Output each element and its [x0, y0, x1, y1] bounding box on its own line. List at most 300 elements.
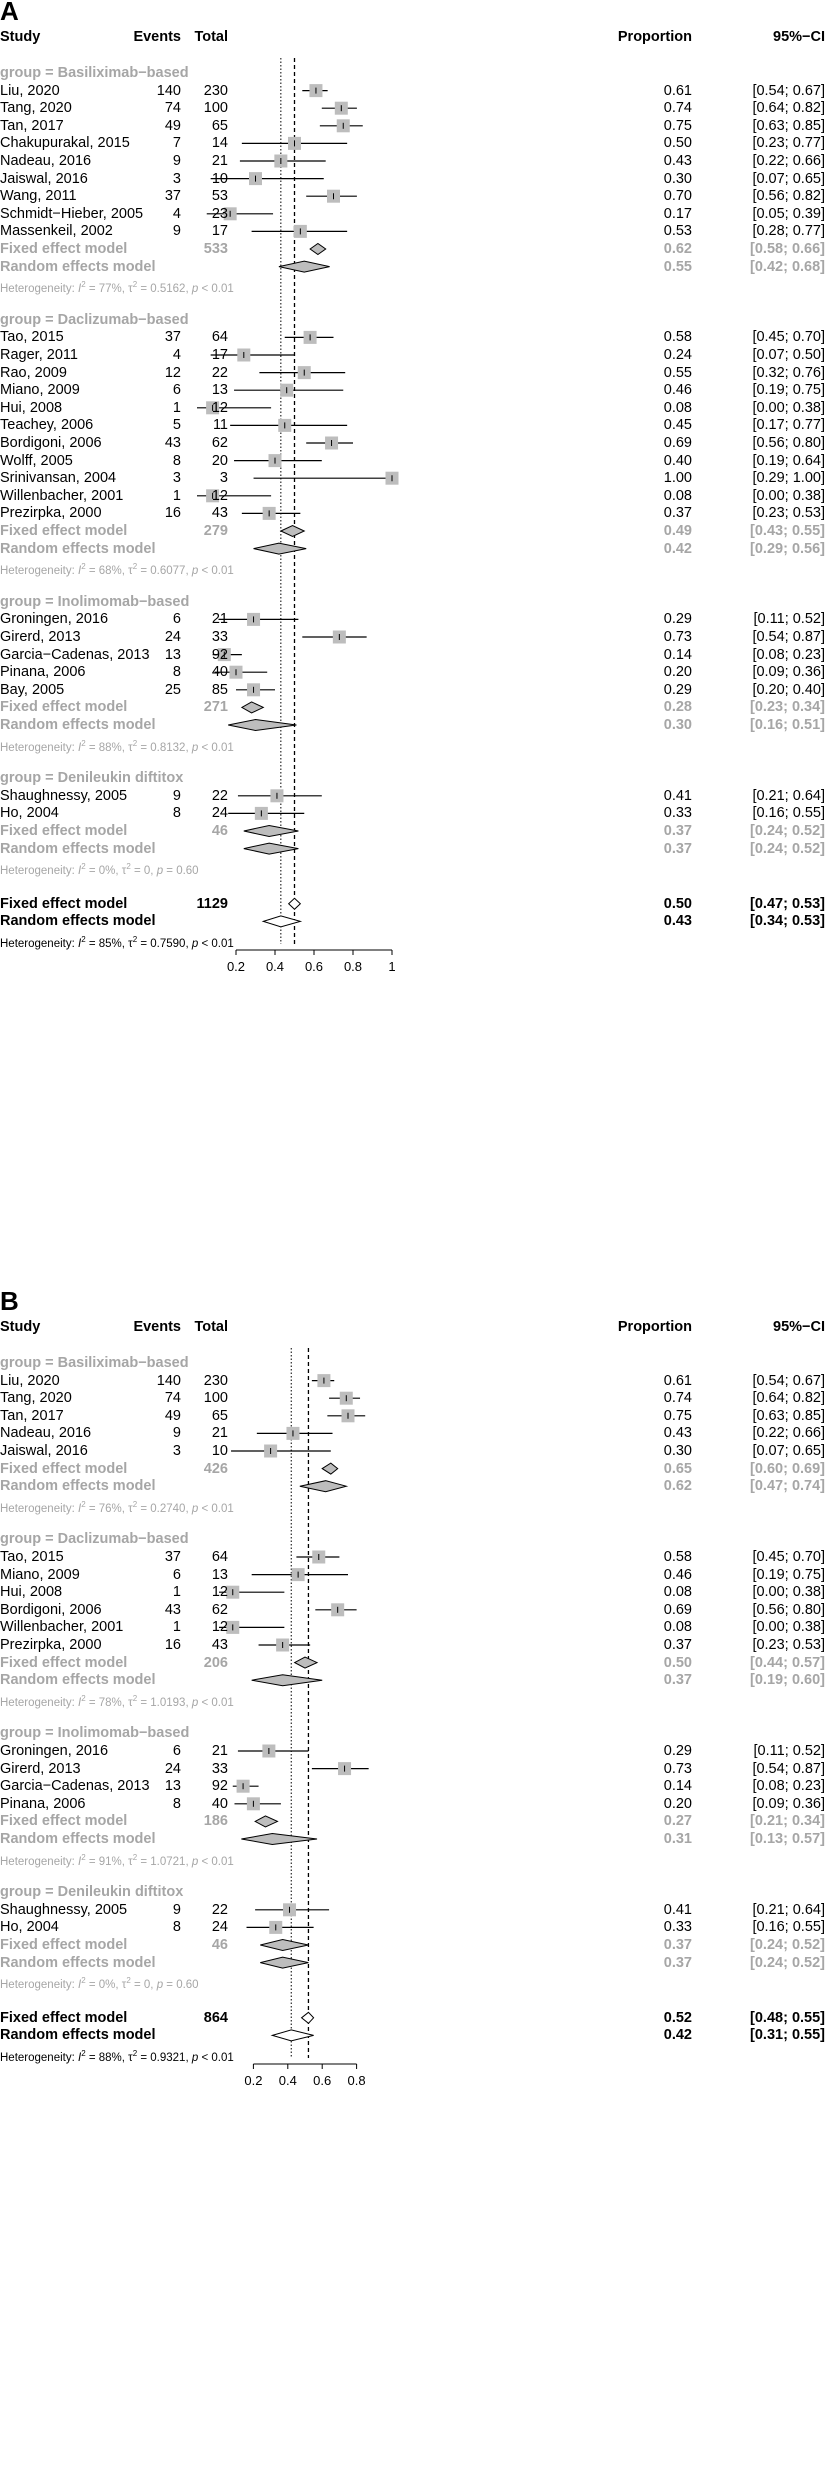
study-events: 140 — [156, 1372, 181, 1389]
study-total: 13 — [211, 382, 228, 399]
study-events: 1 — [172, 1619, 181, 1636]
study-ci: [0.08; 0.23] — [752, 1778, 825, 1795]
fixed-effect-label: Fixed effect model — [0, 1460, 128, 1477]
heterogeneity-part: 2 — [81, 2049, 86, 2058]
study-total: 10 — [211, 1443, 228, 1459]
pooled-estimate-diamond — [281, 526, 304, 537]
header-events: Events — [133, 1319, 181, 1335]
study-total: 12 — [211, 1619, 228, 1636]
study-events: 13 — [164, 1778, 181, 1795]
heterogeneity-part: = 77%, τ — [85, 283, 133, 296]
random-effects-label: Random effects model — [0, 258, 156, 275]
study-ci: [0.00; 0.38] — [752, 487, 825, 504]
fixed-effect-proportion: 0.49 — [663, 523, 692, 539]
heterogeneity-part: < 0.01 — [198, 741, 234, 754]
heterogeneity-part: 2 — [126, 862, 131, 872]
study-name: Shaughnessy, 2005 — [0, 787, 128, 804]
study-ci: [0.11; 0.52] — [753, 611, 825, 628]
study-proportion: 0.61 — [663, 82, 692, 99]
heterogeneity-part: = 0.8132, — [137, 741, 192, 754]
study-proportion: 0.29 — [663, 611, 692, 628]
study-name: Rager, 2011 — [0, 347, 78, 363]
study-name: Willenbacher, 2001 — [0, 1619, 124, 1636]
study-ci: [0.29; 1.00] — [752, 470, 825, 487]
study-name: Rao, 2009 — [0, 364, 67, 381]
study-proportion: 0.43 — [663, 153, 692, 169]
heterogeneity-part: = 91%, τ — [85, 1855, 133, 1868]
heterogeneity-part: Heterogeneity: — [0, 1979, 78, 1992]
study-ci: [0.54; 0.67] — [752, 82, 825, 99]
fixed-effect-total: 426 — [203, 1460, 228, 1477]
study-total: 21 — [211, 1743, 228, 1759]
heterogeneity-part: I — [78, 741, 82, 754]
x-axis-tick-label: 0.6 — [304, 959, 324, 974]
study-events: 8 — [172, 1919, 181, 1936]
heterogeneity-part: I — [78, 1979, 82, 1992]
fixed-effect-total: 46 — [211, 823, 228, 839]
random-effects-proportion: 0.31 — [663, 1831, 692, 1847]
study-proportion: 0.74 — [663, 100, 692, 117]
study-total: 40 — [211, 664, 228, 681]
heterogeneity-text — [0, 931, 234, 953]
study-proportion: 0.73 — [663, 629, 692, 645]
random-effects-label: Random effects model — [0, 717, 156, 733]
x-axis-tick-label: 0.4 — [278, 2073, 297, 2088]
x-axis-tick-label: 0.6 — [313, 2073, 332, 2088]
study-ci: [0.64; 0.82] — [752, 1390, 825, 1407]
study-proportion: 0.69 — [663, 435, 692, 451]
study-proportion: 0.75 — [663, 117, 692, 134]
pooled-estimate-diamond — [254, 543, 307, 554]
heterogeneity-part: = 0, — [130, 865, 157, 878]
heterogeneity-part: I — [78, 1696, 82, 1709]
heterogeneity-part: 2 — [132, 1693, 138, 1703]
study-proportion: 0.17 — [663, 205, 692, 222]
study-proportion: 0.75 — [663, 1407, 692, 1424]
study-proportion: 0.58 — [663, 329, 692, 346]
study-events: 9 — [172, 1425, 181, 1442]
heterogeneity-part: p — [191, 283, 199, 296]
study-name: Tang, 2020 — [0, 100, 72, 117]
fixed-effect-label: Fixed effect model — [0, 1937, 128, 1953]
study-ci: [0.00; 0.38] — [752, 399, 825, 416]
study-total: 65 — [211, 1407, 228, 1424]
study-proportion: 0.58 — [663, 1549, 692, 1565]
study-events: 25 — [164, 681, 181, 698]
study-events: 74 — [164, 100, 181, 117]
study-name: Tao, 2015 — [0, 1549, 64, 1565]
fixed-effect-label: Fixed effect model — [0, 241, 128, 257]
study-events: 9 — [172, 787, 181, 804]
study-name: Chakupurakal, 2015 — [0, 135, 130, 152]
study-total: 21 — [211, 153, 228, 169]
study-events: 4 — [172, 347, 181, 363]
study-name: Massenkeil, 2002 — [0, 223, 113, 240]
heterogeneity-part: 2 — [132, 935, 138, 944]
heterogeneity-part: 2 — [132, 280, 138, 290]
study-total: 23 — [211, 205, 228, 222]
study-proportion: 0.08 — [663, 1619, 692, 1636]
study-total: 24 — [211, 1919, 228, 1936]
fixed-effect-ci: [0.60; 0.69] — [750, 1460, 825, 1477]
heterogeneity-part: p — [191, 1855, 199, 1868]
heterogeneity-part: Heterogeneity: — [0, 1502, 78, 1515]
study-ci: [0.22; 0.66] — [752, 1425, 825, 1442]
study-ci: [0.00; 0.38] — [752, 1584, 825, 1601]
study-total: 33 — [211, 1760, 228, 1777]
study-events: 3 — [172, 1443, 181, 1459]
heterogeneity-part: = 68%, τ — [85, 565, 133, 578]
study-ci: [0.19; 0.75] — [752, 382, 825, 399]
fixed-effect-label: Fixed effect model — [0, 1654, 128, 1671]
study-events: 6 — [172, 382, 181, 399]
pooled-estimate-diamond — [260, 1957, 308, 1968]
study-name: Liu, 2020 — [0, 82, 60, 99]
heterogeneity-part: 2 — [132, 738, 138, 748]
heterogeneity-part: I — [78, 937, 82, 950]
pooled-estimate-diamond — [295, 1657, 317, 1668]
study-total: 22 — [211, 1901, 228, 1918]
heterogeneity-part: Heterogeneity: — [0, 565, 78, 578]
study-total: 62 — [211, 435, 228, 451]
study-events: 49 — [164, 117, 181, 134]
study-name: Willenbacher, 2001 — [0, 487, 124, 504]
study-name: Hui, 2008 — [0, 1584, 63, 1601]
study-events: 74 — [164, 1390, 181, 1407]
pooled-estimate-diamond — [228, 720, 296, 731]
study-proportion: 0.61 — [663, 1372, 692, 1389]
pooled-estimate-diamond — [272, 2030, 313, 2041]
group-title: group = Daclizumab−based — [0, 311, 189, 328]
heterogeneity-part: I — [78, 565, 82, 578]
study-name: Girerd, 2013 — [0, 1760, 81, 1777]
overall-random-ci: [0.34; 0.53] — [750, 913, 825, 930]
study-proportion: 0.69 — [663, 1601, 692, 1618]
heterogeneity-part: p — [191, 2051, 199, 2064]
heterogeneity-text — [0, 735, 234, 757]
study-proportion: 0.08 — [663, 1584, 692, 1601]
study-proportion: 0.08 — [663, 399, 692, 416]
heterogeneity-part: = 0, — [130, 1979, 157, 1992]
x-axis-tick-label: 0.4 — [265, 959, 285, 974]
pooled-estimate-diamond — [255, 1816, 277, 1827]
study-total: 65 — [211, 117, 228, 134]
header-study: Study — [0, 1319, 41, 1335]
fixed-effect-proportion: 0.50 — [663, 1654, 692, 1671]
study-total: 12 — [211, 1584, 228, 1601]
study-events: 6 — [172, 1566, 181, 1583]
overall-random-label: Random effects model — [0, 913, 156, 930]
study-events: 1 — [172, 487, 181, 504]
study-events: 13 — [164, 646, 181, 663]
heterogeneity-text — [0, 1690, 234, 1712]
study-name: Jaiswal, 2016 — [0, 1443, 88, 1459]
study-proportion: 0.37 — [663, 1637, 692, 1653]
heterogeneity-part: 2 — [126, 1976, 131, 1986]
study-name: Girerd, 2013 — [0, 629, 81, 645]
study-ci: [0.23; 0.53] — [752, 505, 825, 522]
heterogeneity-part: = 0.60 — [163, 865, 199, 878]
heterogeneity-part: 2 — [132, 2049, 138, 2058]
heterogeneity-part: 2 — [81, 280, 86, 290]
fixed-effect-ci: [0.24; 0.52] — [750, 1937, 825, 1953]
heterogeneity-text — [0, 558, 234, 580]
pooled-estimate-diamond — [260, 1940, 308, 1951]
heterogeneity-part: Heterogeneity: — [0, 865, 78, 878]
group-title: group = Denileukin diftitox — [0, 770, 184, 787]
heterogeneity-part: p — [156, 865, 164, 878]
study-events: 49 — [164, 1407, 181, 1424]
heterogeneity-part: = 78%, τ — [85, 1696, 133, 1709]
study-events: 9 — [172, 223, 181, 240]
study-name: Tan, 2017 — [0, 1407, 64, 1424]
heterogeneity-part: Heterogeneity: — [0, 2051, 78, 2064]
study-ci: [0.21; 0.64] — [752, 787, 825, 804]
study-ci: [0.05; 0.39] — [752, 205, 825, 222]
study-name: Teachey, 2006 — [0, 417, 94, 434]
overall-random-proportion: 0.43 — [663, 913, 692, 930]
heterogeneity-part: Heterogeneity: — [0, 1855, 78, 1868]
study-ci: [0.56; 0.82] — [752, 188, 825, 205]
study-ci: [0.64; 0.82] — [752, 100, 825, 117]
heterogeneity-part: p — [191, 565, 199, 578]
fixed-effect-proportion: 0.65 — [663, 1460, 692, 1477]
x-axis-tick-label: 1 — [388, 959, 396, 974]
study-total: 100 — [203, 1390, 228, 1407]
study-ci: [0.08; 0.23] — [752, 646, 825, 663]
study-name: Liu, 2020 — [0, 1372, 60, 1389]
fixed-effect-proportion: 0.37 — [663, 823, 692, 839]
study-total: 13 — [211, 1566, 228, 1583]
study-total: 85 — [211, 681, 228, 698]
heterogeneity-text — [0, 1849, 234, 1871]
study-events: 43 — [164, 435, 181, 451]
study-events: 43 — [164, 1601, 181, 1618]
fixed-effect-label: Fixed effect model — [0, 1813, 128, 1830]
study-ci: [0.28; 0.77] — [752, 223, 825, 240]
study-proportion: 0.70 — [663, 188, 692, 205]
study-total: 11 — [212, 417, 228, 434]
study-name: Nadeau, 2016 — [0, 153, 92, 169]
study-total: 230 — [203, 82, 228, 99]
study-name: Groningen, 2016 — [0, 611, 109, 628]
study-proportion: 0.46 — [663, 382, 692, 399]
pooled-estimate-diamond — [322, 1463, 337, 1474]
overall-fixed-proportion: 0.52 — [663, 2009, 692, 2026]
pooled-estimate-diamond — [289, 898, 301, 909]
x-axis-tick-label: 0.2 — [244, 2073, 263, 2088]
random-effects-proportion: 0.37 — [663, 1672, 692, 1689]
heterogeneity-part: 2 — [132, 562, 138, 572]
group-title: group = Inolimomab−based — [0, 1725, 190, 1742]
study-name: Groningen, 2016 — [0, 1743, 109, 1759]
study-name: Garcia−Cadenas, 2013 — [0, 1778, 150, 1795]
study-total: 62 — [211, 1601, 228, 1618]
heterogeneity-text — [0, 1972, 199, 1994]
study-ci: [0.16; 0.55] — [752, 805, 825, 822]
header-study: Study — [0, 29, 41, 45]
overall-random-label: Random effects model — [0, 2027, 156, 2044]
study-name: Wolff, 2005 — [0, 452, 73, 469]
study-total: 12 — [211, 399, 228, 416]
heterogeneity-part: p — [156, 1979, 164, 1992]
study-events: 37 — [164, 188, 181, 205]
study-ci: [0.20; 0.40] — [752, 681, 825, 698]
study-total: 100 — [203, 100, 228, 117]
heterogeneity-text — [0, 276, 234, 298]
study-name: Wang, 2011 — [0, 188, 77, 205]
study-ci: [0.54; 0.87] — [752, 629, 825, 645]
study-name: Pinana, 2006 — [0, 1795, 86, 1812]
header-events: Events — [133, 29, 181, 45]
random-effects-label: Random effects model — [0, 540, 156, 557]
fixed-effect-label: Fixed effect model — [0, 523, 128, 539]
overall-random-proportion: 0.42 — [663, 2027, 692, 2044]
study-proportion: 0.33 — [663, 805, 692, 822]
study-events: 16 — [164, 1637, 181, 1653]
overall-random-ci: [0.31; 0.55] — [750, 2027, 825, 2044]
study-proportion: 0.08 — [663, 487, 692, 504]
random-effects-ci: [0.24; 0.52] — [750, 1954, 825, 1971]
study-total: 17 — [211, 347, 228, 363]
overall-fixed-ci: [0.48; 0.55] — [750, 2009, 825, 2026]
fixed-effect-label: Fixed effect model — [0, 699, 128, 716]
study-proportion: 0.14 — [663, 646, 692, 663]
study-ci: [0.09; 0.36] — [752, 664, 825, 681]
fixed-effect-total: 279 — [203, 523, 228, 539]
study-ci: [0.19; 0.75] — [752, 1566, 825, 1583]
heterogeneity-part: Heterogeneity: — [0, 741, 78, 754]
random-effects-proportion: 0.62 — [663, 1478, 692, 1495]
random-effects-proportion: 0.55 — [663, 258, 692, 275]
overall-fixed-label: Fixed effect model — [0, 895, 128, 912]
study-events: 8 — [172, 1795, 181, 1812]
heterogeneity-part: < 0.01 — [198, 1855, 234, 1868]
heterogeneity-part: 2 — [81, 1976, 86, 1986]
study-proportion: 0.29 — [663, 1743, 692, 1759]
x-axis-tick-label: 0.2 — [226, 959, 246, 974]
overall-fixed-ci: [0.47; 0.53] — [750, 895, 825, 912]
fixed-effect-total: 271 — [203, 699, 228, 716]
study-name: Hui, 2008 — [0, 399, 63, 416]
study-name: Garcia−Cadenas, 2013 — [0, 646, 150, 663]
study-name: Schmidt−Hieber, 2005 — [0, 205, 144, 222]
study-total: 43 — [211, 505, 228, 522]
group-title: group = Basiliximab−based — [0, 1355, 189, 1371]
study-name: Tan, 2017 — [0, 117, 64, 134]
study-proportion: 0.43 — [663, 1425, 692, 1442]
study-proportion: 0.73 — [663, 1760, 692, 1777]
study-events: 24 — [164, 1760, 181, 1777]
overall-fixed-proportion: 0.50 — [663, 895, 692, 912]
group-title: group = Inolimomab−based — [0, 593, 190, 610]
study-proportion: 0.74 — [663, 1390, 692, 1407]
pooled-estimate-diamond — [310, 244, 326, 255]
header-ci: 95%−CI — [773, 1319, 825, 1335]
study-events: 12 — [164, 364, 181, 381]
header-proportion: Proportion — [617, 1319, 692, 1335]
study-ci: [0.07; 0.65] — [752, 1443, 825, 1459]
fixed-effect-label: Fixed effect model — [0, 823, 128, 839]
heterogeneity-part: = 0.5162, — [137, 283, 192, 296]
study-name: Tao, 2015 — [0, 329, 64, 346]
heterogeneity-part: = 88%, τ — [85, 2051, 133, 2064]
study-events: 9 — [172, 153, 181, 169]
study-name: Ho, 2004 — [0, 805, 59, 822]
heterogeneity-part: = 0.2740, — [137, 1502, 192, 1515]
pooled-estimate-diamond — [244, 826, 299, 837]
study-events: 8 — [172, 452, 181, 469]
study-total: 64 — [211, 1549, 228, 1565]
study-events: 3 — [172, 470, 181, 487]
study-events: 37 — [164, 329, 181, 346]
heterogeneity-part: = 1.0721, — [137, 1855, 192, 1868]
fixed-effect-ci: [0.58; 0.66] — [750, 241, 825, 257]
study-proportion: 0.30 — [663, 170, 692, 187]
heterogeneity-part: < 0.01 — [198, 283, 234, 296]
header-ci: 95%−CI — [773, 29, 825, 45]
heterogeneity-part: 2 — [81, 1852, 86, 1862]
study-total: 230 — [203, 1372, 228, 1389]
pooled-estimate-diamond — [244, 843, 299, 854]
header-total: Total — [194, 29, 228, 45]
heterogeneity-part: I — [78, 2051, 82, 2064]
study-events: 6 — [172, 611, 181, 628]
random-effects-ci: [0.24; 0.52] — [750, 840, 825, 857]
heterogeneity-part: I — [78, 1502, 82, 1515]
study-events: 24 — [164, 629, 181, 645]
study-ci: [0.21; 0.64] — [752, 1901, 825, 1918]
heterogeneity-part: < 0.01 — [198, 2051, 234, 2064]
study-proportion: 0.37 — [663, 505, 692, 522]
heterogeneity-part: < 0.01 — [198, 937, 234, 950]
heterogeneity-part: 2 — [81, 862, 86, 872]
study-events: 140 — [156, 82, 181, 99]
study-name: Ho, 2004 — [0, 1919, 59, 1936]
heterogeneity-part: < 0.01 — [198, 1696, 234, 1709]
study-ci: [0.23; 0.53] — [752, 1637, 825, 1653]
pooled-estimate-diamond — [279, 261, 330, 272]
study-events: 7 — [172, 135, 181, 152]
study-proportion: 0.45 — [663, 417, 692, 434]
study-events: 8 — [172, 805, 181, 822]
study-proportion: 0.41 — [663, 1901, 692, 1918]
study-events: 6 — [172, 1743, 181, 1759]
fixed-effect-proportion: 0.28 — [663, 699, 692, 716]
study-ci: [0.63; 0.85] — [752, 117, 825, 134]
heterogeneity-part: < 0.01 — [198, 565, 234, 578]
study-name: Tang, 2020 — [0, 1390, 72, 1407]
random-effects-label: Random effects model — [0, 1831, 156, 1847]
study-ci: [0.16; 0.55] — [752, 1919, 825, 1936]
heterogeneity-part: p — [191, 1502, 199, 1515]
random-effects-ci: [0.19; 0.60] — [750, 1672, 825, 1689]
pooled-estimate-diamond — [252, 1675, 323, 1686]
x-axis-tick-label: 0.8 — [347, 2073, 366, 2088]
study-proportion: 0.29 — [663, 681, 692, 698]
study-name: Nadeau, 2016 — [0, 1425, 92, 1442]
heterogeneity-part: = 0.7590, — [137, 937, 192, 950]
study-total: 17 — [211, 223, 228, 240]
random-effects-ci: [0.47; 0.74] — [750, 1478, 825, 1495]
study-ci: [0.09; 0.36] — [752, 1795, 825, 1812]
heterogeneity-part: I — [78, 1855, 82, 1868]
heterogeneity-part: = 0.9321, — [137, 2051, 192, 2064]
heterogeneity-part: I — [78, 865, 82, 878]
heterogeneity-part: Heterogeneity: — [0, 1696, 78, 1709]
heterogeneity-part: 2 — [81, 1693, 86, 1703]
heterogeneity-part: 2 — [132, 1499, 138, 1509]
